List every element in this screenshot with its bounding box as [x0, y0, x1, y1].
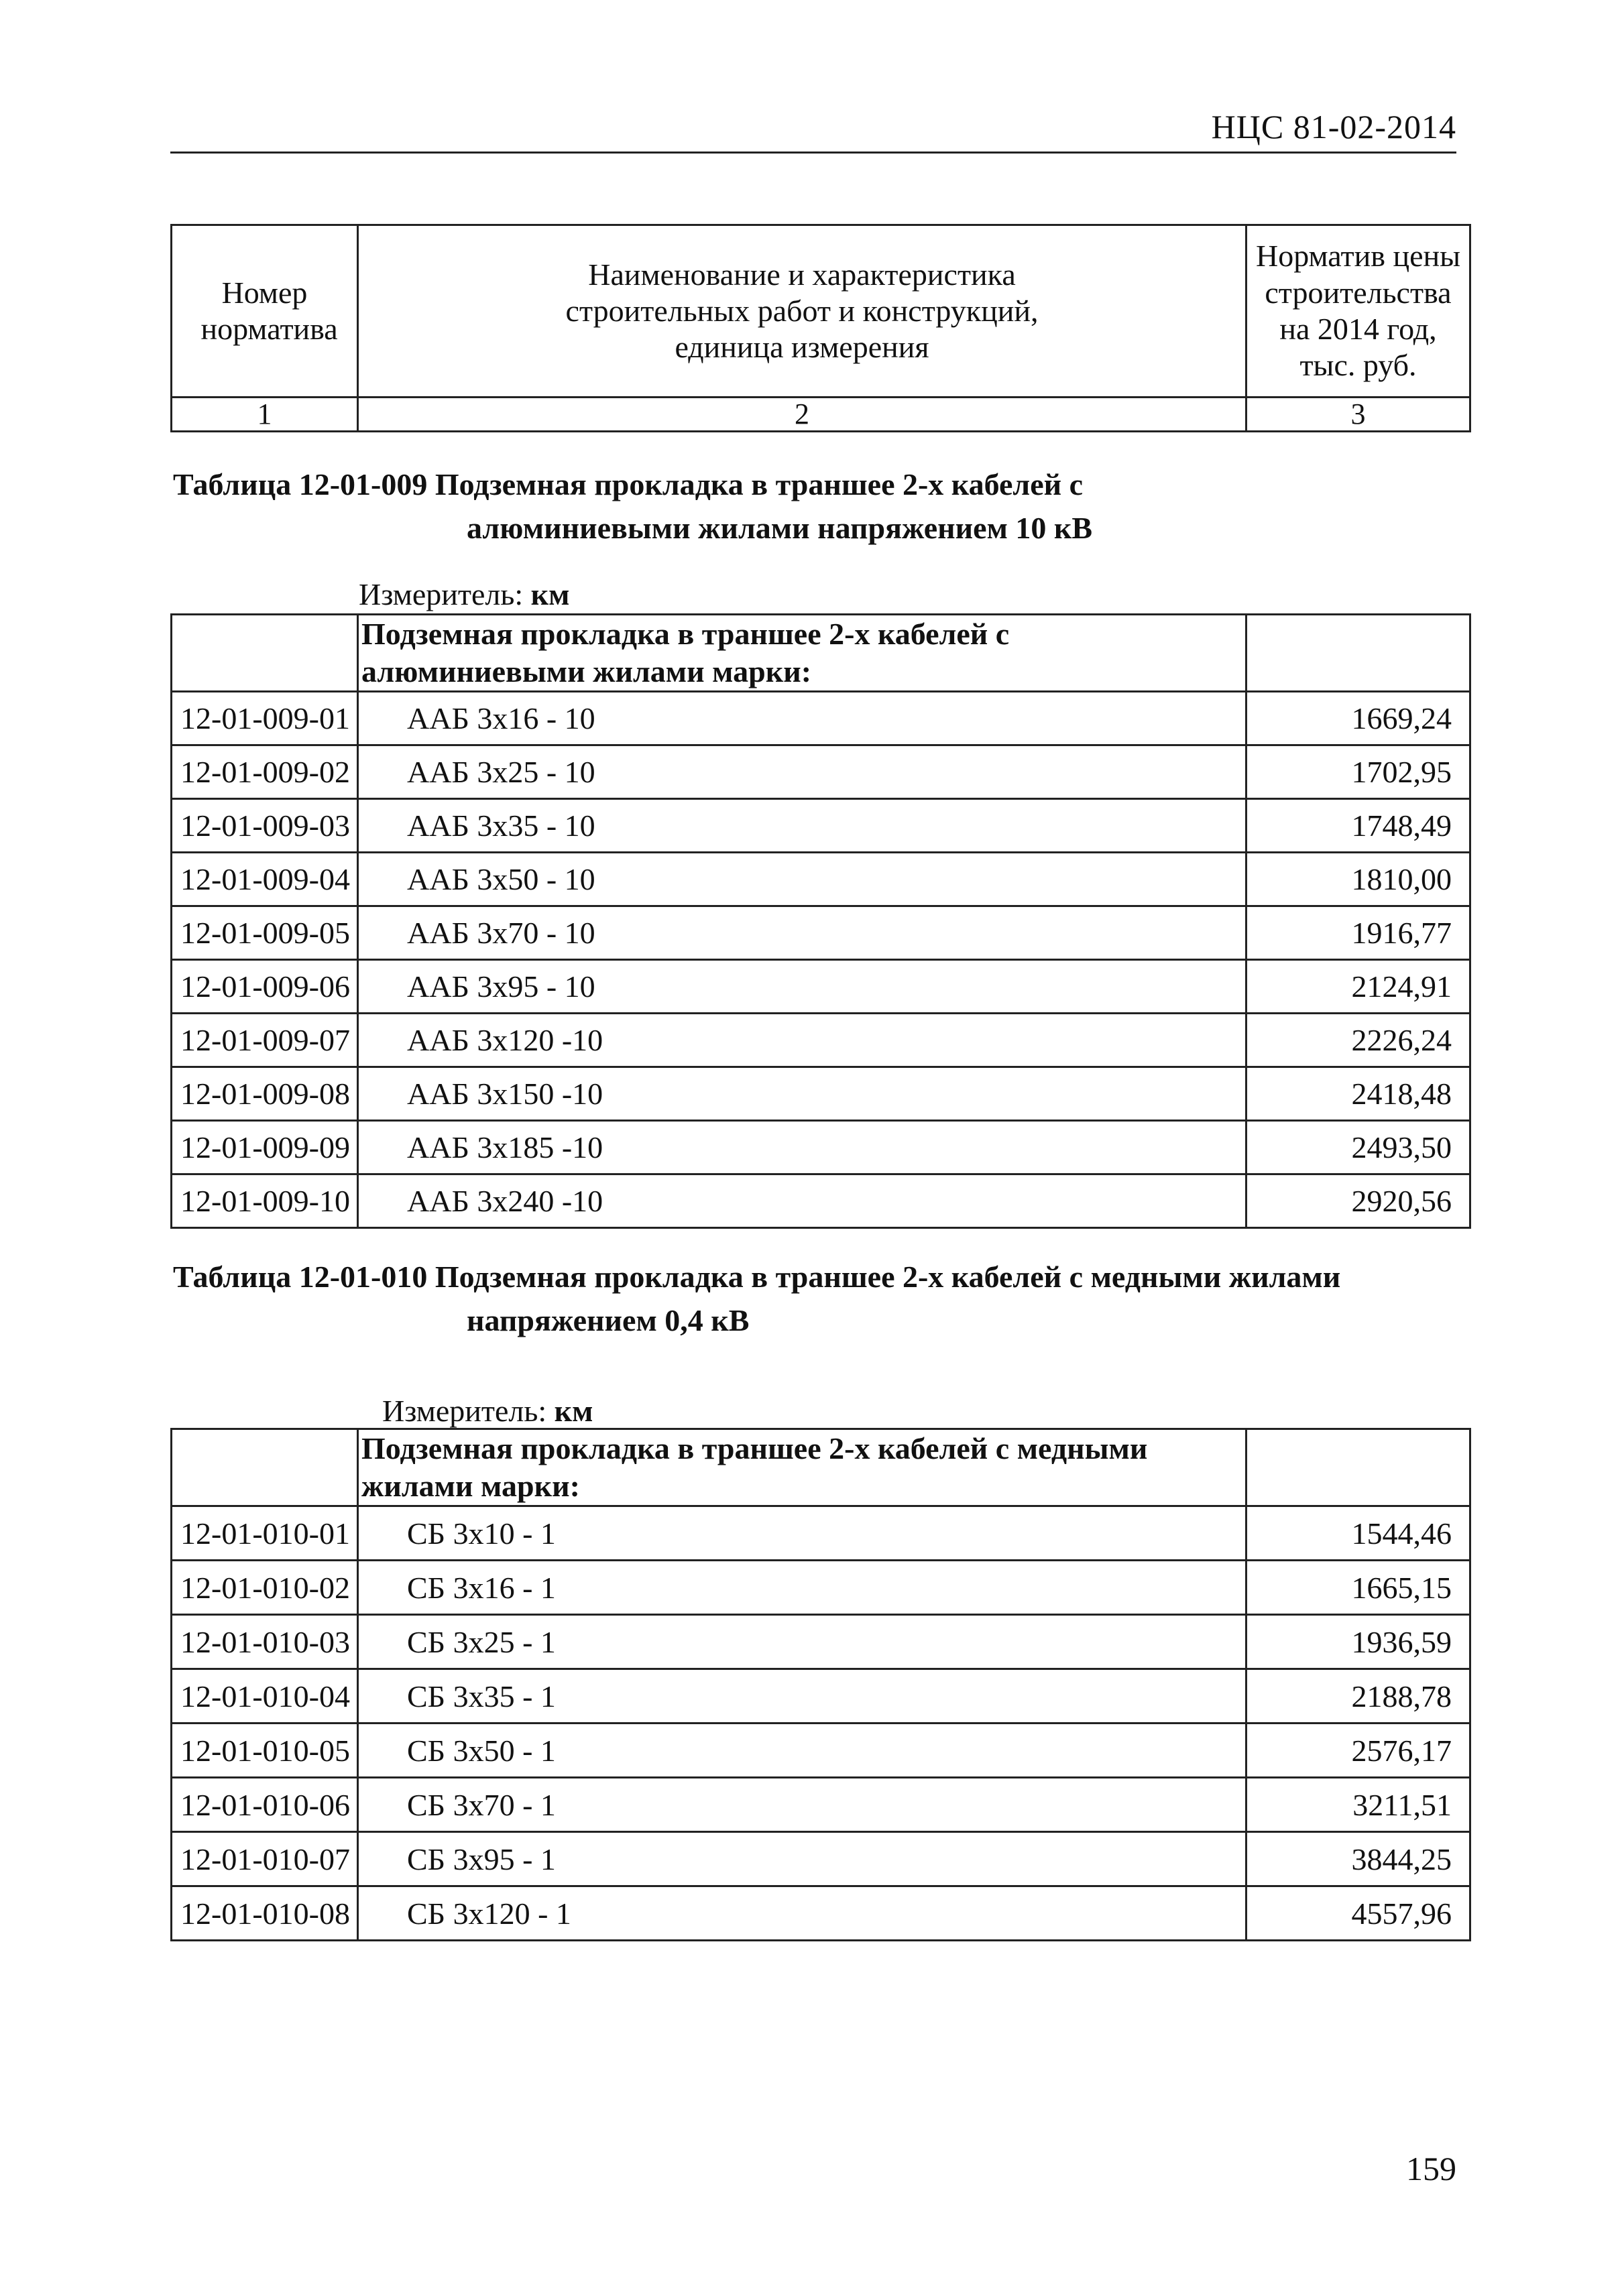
row-code: 12-01-010-04 [172, 1669, 358, 1724]
column-header-price-line: тыс. руб. [1299, 348, 1417, 383]
table-row [172, 1067, 1470, 1121]
table-row [172, 1778, 1470, 1832]
row-code: 12-01-009-10 [172, 1174, 358, 1228]
column-header-price-line: на 2014 год, [1279, 312, 1437, 346]
table-row [172, 906, 1470, 960]
row-code: 12-01-009-05 [172, 906, 358, 960]
table-row [172, 615, 1470, 692]
table-009-caption-line2: алюминиевыми жилами напряжением 10 кВ [467, 511, 1093, 546]
row-price: 2188,78 [1246, 1669, 1470, 1724]
table-010-measure-label: Измеритель: [382, 1394, 547, 1428]
row-name: ААБ 3х70 - 10 [358, 906, 1246, 960]
table-009-caption [173, 463, 1092, 550]
row-price: 1669,24 [1246, 692, 1470, 745]
row-code: 12-01-009-08 [172, 1067, 358, 1121]
row-name: СБ 3х35 - 1 [358, 1669, 1246, 1724]
table-010-measure [382, 1393, 593, 1429]
row-name: СБ 3х95 - 1 [358, 1832, 1246, 1886]
row-price: 4557,96 [1246, 1886, 1470, 1941]
document-code: НЦС 81-02-2014 [1211, 108, 1456, 145]
row-code: 12-01-010-03 [172, 1615, 358, 1669]
page-number: 159 [1406, 2150, 1456, 2187]
row-price: 2124,91 [1246, 960, 1470, 1014]
row-name: ААБ 3х50 - 10 [358, 853, 1246, 906]
row-code: 12-01-009-01 [172, 692, 358, 745]
table-009-lead-text [358, 615, 1246, 692]
row-price: 3844,25 [1246, 1832, 1470, 1886]
row-name: ААБ 3х95 - 10 [358, 960, 1246, 1014]
table-row [172, 1506, 1470, 1561]
row-price: 1810,00 [1246, 853, 1470, 906]
table-cell-empty [172, 1429, 358, 1506]
table-row [172, 1669, 1470, 1724]
row-name: ААБ 3х150 -10 [358, 1067, 1246, 1121]
table-row [172, 1615, 1470, 1669]
row-code: 12-01-009-07 [172, 1014, 358, 1067]
row-code: 12-01-010-02 [172, 1561, 358, 1615]
row-name: СБ 3х16 - 1 [358, 1561, 1246, 1615]
table-row [172, 960, 1470, 1014]
column-header-name-line: Наименование и характеристика [588, 257, 1016, 292]
table-row [172, 1429, 1470, 1506]
column-header-name-line: строительных работ и конструкций, [565, 293, 1039, 328]
row-name: СБ 3х120 - 1 [358, 1886, 1246, 1941]
row-code: 12-01-009-04 [172, 853, 358, 906]
row-price: 2576,17 [1246, 1724, 1470, 1778]
table-010 [170, 1428, 1471, 1941]
table-009-caption-line1: Таблица 12-01-009 Подземная прокладка в траншее 2-х кабелей с [173, 467, 1084, 501]
row-name: СБ 3х70 - 1 [358, 1778, 1246, 1832]
column-header-table [170, 224, 1471, 432]
table-cell-empty [1246, 615, 1470, 692]
row-price: 1748,49 [1246, 799, 1470, 853]
row-code: 12-01-010-08 [172, 1886, 358, 1941]
row-name: ААБ 3х35 - 10 [358, 799, 1246, 853]
row-price: 1916,77 [1246, 906, 1470, 960]
column-number-1: 1 [172, 398, 358, 432]
column-header-number-text: Номер норматива [200, 275, 338, 346]
table-row [172, 1724, 1470, 1778]
row-name: СБ 3х25 - 1 [358, 1615, 1246, 1669]
column-header-price-line: строительства [1265, 275, 1452, 310]
row-code: 12-01-010-01 [172, 1506, 358, 1561]
row-price: 2226,24 [1246, 1014, 1470, 1067]
row-code: 12-01-009-06 [172, 960, 358, 1014]
table-row [172, 1886, 1470, 1941]
row-price: 1702,95 [1246, 745, 1470, 799]
row-code: 12-01-009-09 [172, 1121, 358, 1174]
row-price: 2493,50 [1246, 1121, 1470, 1174]
table-row [172, 1014, 1470, 1067]
table-cell-empty [172, 615, 358, 692]
row-name: ААБ 3х185 -10 [358, 1121, 1246, 1174]
row-code: 12-01-009-02 [172, 745, 358, 799]
row-price: 3211,51 [1246, 1778, 1470, 1832]
row-code: 12-01-009-03 [172, 799, 358, 853]
row-name: СБ 3х10 - 1 [358, 1506, 1246, 1561]
column-header-name-line: единица измерения [675, 330, 929, 365]
table-row [172, 745, 1470, 799]
column-header-name [358, 225, 1246, 398]
table-009-lead-text-content: Подземная прокладка в траншее 2-х кабелей с алюминиевыми жилами марки: [361, 617, 1010, 689]
table-row [172, 853, 1470, 906]
row-code: 12-01-010-06 [172, 1778, 358, 1832]
table-cell-empty [1246, 1429, 1470, 1506]
row-code: 12-01-010-05 [172, 1724, 358, 1778]
table-row [172, 1832, 1470, 1886]
row-price: 2418,48 [1246, 1067, 1470, 1121]
table-row [172, 1121, 1470, 1174]
table-010-lead-text-content: Подземная прокладка в траншее 2-х кабелей с медными жилами марки: [361, 1431, 1148, 1504]
table-010-caption-line1: Таблица 12-01-010 Подземная прокладка в траншее 2-х кабелей с медными жилами [173, 1260, 1341, 1294]
row-name: СБ 3х50 - 1 [358, 1724, 1246, 1778]
table-010-caption [173, 1255, 1340, 1343]
row-price: 1665,15 [1246, 1561, 1470, 1615]
table-010-caption-line2: напряжением 0,4 кВ [467, 1303, 750, 1338]
table-row [172, 1174, 1470, 1228]
row-name: ААБ 3х25 - 10 [358, 745, 1246, 799]
column-header-number [172, 225, 358, 398]
table-row [172, 1561, 1470, 1615]
row-price: 2920,56 [1246, 1174, 1470, 1228]
table-010-lead-text [358, 1429, 1246, 1506]
column-header-price-line: Норматив цены [1255, 239, 1461, 274]
table-row [172, 692, 1470, 745]
row-price: 1544,46 [1246, 1506, 1470, 1561]
column-number-3: 3 [1246, 398, 1470, 432]
row-code: 12-01-010-07 [172, 1832, 358, 1886]
table-009-measure-label: Измеритель: [359, 577, 524, 611]
column-header-price [1246, 225, 1470, 398]
table-009 [170, 613, 1471, 1229]
row-price: 1936,59 [1246, 1615, 1470, 1669]
table-009-measure [359, 577, 569, 612]
header-rule [170, 152, 1456, 154]
column-number-2: 2 [358, 398, 1246, 432]
row-name: ААБ 3х240 -10 [358, 1174, 1246, 1228]
row-name: ААБ 3х120 -10 [358, 1014, 1246, 1067]
table-010-measure-unit: км [554, 1394, 593, 1428]
row-name: ААБ 3х16 - 10 [358, 692, 1246, 745]
table-row [172, 799, 1470, 853]
table-009-measure-unit: км [530, 577, 570, 611]
